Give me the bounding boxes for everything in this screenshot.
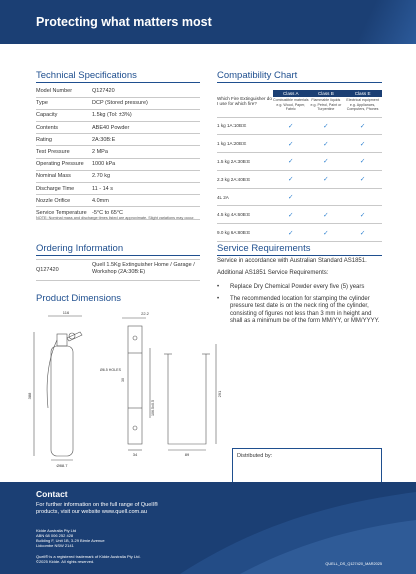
compat-cell-e: [343, 224, 382, 242]
spec-row: [36, 134, 200, 146]
compat-row-label: 1 kg 1A:20B:E: [217, 135, 273, 153]
spec-row: [36, 85, 200, 97]
service-bullet-2: • The recommended location for stamping the cylinder pressure test date is on the neck ring of the cylinder, consisting of figures not less than 3 mm in height and shall as a minimum be of the form MM/YY, or MM/YYYY.: [217, 296, 380, 325]
spec-key: Nominal Mass: [36, 170, 92, 182]
page-title: Protecting what matters most: [36, 15, 212, 29]
dim-holes: Ø6.5 HOLES: [100, 368, 121, 372]
dimensions-title: Product Dimensions: [36, 293, 122, 304]
spec-value: ABE40 Powder: [92, 122, 200, 134]
service-rule: [217, 255, 382, 256]
compat-cell-b: [309, 153, 344, 171]
spec-value: 1.5kg (Tol: ±3%): [92, 109, 200, 121]
spec-key: Type: [36, 97, 92, 109]
compat-cell-e: [343, 135, 382, 153]
spec-key: Operating Pressure: [36, 158, 92, 170]
spec-row: [36, 109, 200, 121]
spec-value: 1000 kPa: [92, 158, 200, 170]
dim-30: 30: [121, 378, 125, 382]
spec-key: Test Pressure: [36, 146, 92, 158]
spec-row: [36, 158, 200, 170]
check-icon: ✓: [288, 229, 294, 237]
service-line2: Additional AS1851 Service Requirements:: [217, 270, 329, 276]
ordering-rule: [36, 255, 200, 256]
check-icon: ✓: [323, 229, 329, 237]
spec-value: -5°C to 65°C: [92, 207, 200, 219]
spec-key: Contents: [36, 122, 92, 134]
dim-mid: 106.5±0.5: [151, 400, 155, 416]
compat-cell-a: [273, 117, 309, 135]
spec-key: Model Number: [36, 85, 92, 97]
distributed-label: Distributed by:: [237, 453, 273, 459]
dim-34: 34: [132, 452, 138, 457]
bullet-mark: •: [217, 284, 220, 290]
dim-388: 388: [27, 392, 32, 400]
ordering-desc: Quell 1.5Kg Extinguisher Home / Garage / Workshop (2A:30B:E): [92, 262, 195, 275]
compat-row: [217, 188, 382, 206]
spec-value: 2.70 kg: [92, 170, 200, 182]
spec-row: [36, 170, 200, 182]
valve-body: [57, 334, 67, 346]
compat-question: Which Fire Extinguisher do I use for which fire?: [217, 85, 273, 117]
dim-89: 89: [184, 452, 190, 457]
spec-value: Q127420: [92, 85, 200, 97]
compat-cell-b: [309, 188, 344, 206]
compat-table: [217, 85, 382, 242]
compat-cell-a: [273, 224, 309, 242]
check-icon: ✓: [323, 158, 329, 166]
compat-cell-b: [309, 135, 344, 153]
compat-row-label: 4L 2A: [217, 188, 273, 206]
compat-cell-a: [273, 206, 309, 224]
document-code: QUELL_DS_Q127420_MAR2025: [325, 562, 382, 566]
check-icon: ✓: [359, 211, 366, 219]
technical-title: Technical Specifications: [36, 70, 137, 81]
mount-hole-top: [133, 336, 137, 340]
compat-row: [217, 206, 382, 224]
check-icon: ✓: [288, 194, 294, 202]
spec-value: 11 - 14 s: [92, 183, 200, 195]
check-icon: ✓: [288, 211, 294, 219]
page-header: [0, 0, 416, 44]
dim-291: 291: [217, 390, 222, 398]
technical-rule: [36, 82, 200, 83]
compat-row-label: 4.5 kg 4A:60B:E: [217, 206, 273, 224]
contact-text: For further information on the full range of Quell® products, visit our website www.quell.com.au: [36, 502, 158, 515]
compat-row: [217, 153, 382, 171]
mount-hole-bottom: [133, 426, 137, 430]
spec-row: [36, 195, 200, 207]
service-title: Service Requirements: [217, 243, 311, 254]
compat-cell-e: [343, 206, 382, 224]
check-icon: ✓: [323, 140, 329, 148]
spec-note: NOTE: Nominal mass and discharge times listed are approximate. Slight variations may occur.: [36, 216, 195, 220]
check-icon: ✓: [359, 122, 366, 130]
service-line1: Service in accordance with Australian Standard AS1851.: [217, 258, 367, 264]
compat-cell-e: [343, 170, 382, 188]
compat-cell-e: [343, 188, 382, 206]
ordering-title: Ordering Information: [36, 243, 124, 254]
ordering-row: [36, 259, 200, 281]
cylinder-outline: [51, 346, 73, 456]
check-icon: ✓: [323, 211, 329, 219]
compat-cell-b: [309, 206, 344, 224]
address-line-4: Lidcombe NSW 2141: [36, 543, 74, 548]
spec-row: [36, 183, 200, 195]
compat-cell-a: [273, 188, 309, 206]
check-icon: ✓: [288, 176, 294, 184]
check-icon: ✓: [359, 140, 366, 148]
spec-row: [36, 146, 200, 158]
compat-row-label: 9.0 kg 6A:80B:E: [217, 224, 273, 242]
spec-key: Service Temperature: [36, 207, 92, 219]
compat-cell-a: [273, 135, 309, 153]
check-icon: ✓: [323, 122, 329, 130]
compat-cell-e: [343, 117, 382, 135]
check-icon: ✓: [323, 176, 329, 184]
class-e-header: Class E Electrical equipment e.g. Appliances, Computers, Phones: [343, 85, 382, 117]
bullet-mark: •: [217, 296, 220, 302]
spec-value: 4.0mm: [92, 195, 200, 207]
compat-row: [217, 135, 382, 153]
address-line-2: ABN 68 006 252 428: [36, 533, 74, 538]
compat-rule: [217, 82, 382, 83]
spec-key: Capacity: [36, 109, 92, 121]
contact-title: Contact: [36, 489, 68, 499]
ordering-code: Q127420: [36, 267, 59, 273]
spec-value: DCP (Stored pressure): [92, 97, 200, 109]
legal-line-1: Quell® is a registered trademark of Kidde Australia Pty Ltd.: [36, 554, 141, 559]
spec-value: 2 MPa: [92, 146, 200, 158]
check-icon: ✓: [359, 229, 366, 237]
dim-88: Ø88.7: [56, 463, 68, 468]
compat-cell-e: [343, 153, 382, 171]
compat-cell-a: [273, 153, 309, 171]
compat-cell-a: [273, 170, 309, 188]
class-a-header: Class A Combustible materials e.g. Wood, Paper, Fabric: [273, 85, 309, 117]
service-bullet-1: • Replace Dry Chemical Powder every five (5) years: [217, 284, 365, 290]
compat-row: [217, 117, 382, 135]
dim-22: 22.2: [141, 311, 149, 316]
compat-row: [217, 170, 382, 188]
compat-cell-b: [309, 224, 344, 242]
compat-cell-b: [309, 170, 344, 188]
spec-row: [36, 122, 200, 134]
compat-row-label: 2.3 kg 2A:40B:E: [217, 170, 273, 188]
legal-line-2: ©2025 Kidde. All rights reserved.: [36, 559, 95, 564]
header-swoop: [336, 0, 416, 44]
spec-value: 2A:30B:E: [92, 134, 200, 146]
compat-row: [217, 224, 382, 242]
spec-row: [36, 97, 200, 109]
check-icon: ✓: [359, 158, 366, 166]
compat-row-label: 1.5 kg 2A:30B:E: [217, 153, 273, 171]
hose: [47, 340, 57, 408]
check-icon: ✓: [288, 140, 294, 148]
compat-header-row: [217, 85, 382, 117]
class-b-header: Class B Flammable liquids e.g. Petrol, Paint or Turpentine: [309, 85, 344, 117]
footer: [0, 482, 416, 574]
address-line-1: Kidde Australia Pty Ltd: [36, 528, 77, 533]
check-icon: ✓: [359, 176, 366, 184]
dim-116: 116: [62, 310, 70, 315]
compat-row-label: 1 kg 1A:10B:E: [217, 117, 273, 135]
dimensions-drawing: [28, 308, 228, 468]
address-line-3: Building F, Unit 1B, 3-29 Birnie Avenue: [36, 538, 105, 543]
check-icon: ✓: [288, 158, 294, 166]
spec-key: Discharge Time: [36, 183, 92, 195]
check-icon: ✓: [288, 122, 294, 130]
bracket-front: [168, 354, 206, 444]
spec-key: Nozzle Orifice: [36, 195, 92, 207]
compat-title: Compatibility Chart: [217, 70, 298, 81]
compat-cell-b: [309, 117, 344, 135]
spec-key: Rating: [36, 134, 92, 146]
spec-table: [36, 85, 200, 220]
